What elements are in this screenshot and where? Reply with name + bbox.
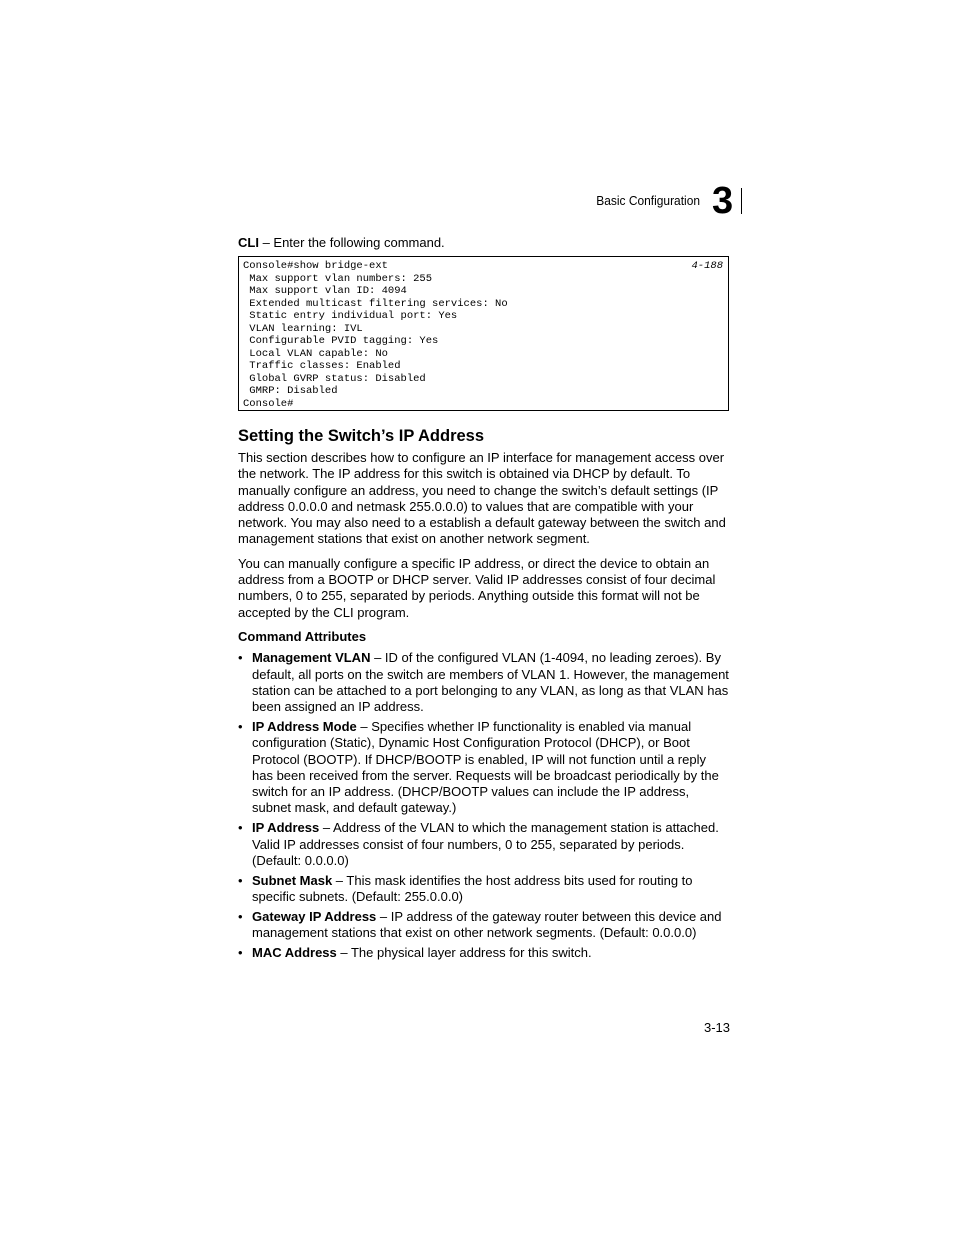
code-line: VLAN learning: IVL	[243, 322, 363, 335]
code-line: Traffic classes: Enabled	[243, 360, 401, 372]
chapter-number: 3	[712, 180, 733, 222]
bullet: •	[238, 820, 243, 836]
code-line: Extended multicast filtering services: No	[243, 297, 508, 310]
code-lines	[243, 260, 508, 410]
bullet: •	[238, 944, 243, 960]
attribute-term: MAC Address	[252, 944, 337, 960]
page-number: 3-13	[703, 1020, 730, 1035]
list-item	[238, 945, 730, 961]
code-line: Console#	[243, 397, 294, 410]
bullet: •	[238, 872, 243, 888]
section-body	[238, 450, 730, 965]
code-line: Max support vlan ID: 4094	[243, 285, 407, 297]
bullet: •	[238, 718, 243, 734]
code-line: Console#show bridge-ext	[243, 260, 388, 272]
code-line: Static entry individual port: Yes	[243, 310, 458, 322]
cli-intro	[238, 235, 445, 250]
running-header-title: Basic Configuration	[596, 193, 700, 208]
list-item	[238, 873, 730, 906]
list-item	[238, 719, 730, 817]
list-item	[238, 909, 730, 942]
cli-label: CLI	[238, 235, 259, 250]
code-line: Configurable PVID tagging: Yes	[243, 335, 439, 347]
attributes-list	[238, 650, 730, 961]
attribute-description: – The physical layer address for this switch.	[336, 944, 592, 960]
code-line: Local VLAN capable: No	[243, 347, 388, 360]
list-item	[238, 650, 730, 715]
attribute-description: – Specifies whether IP functionality is enabled via manual configuration (Static), Dynamic Host Configuration Protocol (DHCP), or Boot Protocol (BOOTP). If DHCP/BOOTP is enabled, IP will not function until a reply has been received from the server. Requests will be broadcast periodically by the switch for an IP address. (DHCP/BOOTP values can include the IP address, subnet mask, and default gateway.)	[252, 718, 719, 816]
attribute-term: Gateway IP Address	[252, 908, 377, 924]
bullet: •	[238, 650, 243, 666]
attribute-term: IP Address Mode	[252, 718, 357, 734]
code-line: Max support vlan numbers: 255	[243, 272, 433, 285]
body-paragraph: This section describes how to configure an IP interface for management access over the network. The IP address for this switch is obtained via DHCP by default. To manually configure an address, you need to change the switch’s default settings (IP address 0.0.0.0 and netmask 255.0.0.0) to values that are compatible with your network. You may also need to a establish a default gateway between the switch and management stations that exist on another network segment.	[238, 450, 726, 547]
attribute-description: – This mask identifies the host address bits used for routing to specific subnets. (Default: 255.0.0.0)	[252, 872, 693, 904]
cli-intro-text: – Enter the following command.	[258, 235, 445, 250]
code-line: GMRP: Disabled	[243, 385, 338, 397]
chapter-divider	[741, 188, 742, 214]
code-block	[238, 256, 729, 411]
attribute-description: – Address of the VLAN to which the management station is attached. Valid IP addresses consist of four numbers, 0 to 255, separated by periods. (Default: 0.0.0.0)	[252, 820, 719, 868]
list-item	[238, 820, 730, 869]
code-line: Global GVRP status: Disabled	[243, 372, 426, 385]
attribute-description: – IP address of the gateway router between this device and management stations that exist on other network segments. (Default: 0.0.0.0)	[252, 908, 722, 941]
body-paragraph: You can manually configure a specific IP address, or direct the device to obtain an address from a BOOTP or DHCP server. Valid IP addresses consist of four decimal numbers, 0 to 255, separated by periods. Anything outside this format will not be accepted by the CLI program.	[238, 555, 716, 620]
bullet: •	[238, 908, 243, 924]
section-title: Setting the Switch’s IP Address	[238, 427, 485, 445]
attribute-term: Subnet Mask	[252, 872, 333, 888]
code-page-reference: 4-188	[691, 260, 723, 272]
attributes-heading: Command Attributes	[238, 628, 367, 644]
attribute-term: Management VLAN	[252, 650, 371, 666]
attribute-term: IP Address	[252, 820, 320, 836]
attribute-description: – ID of the configured VLAN (1-4094, no leading zeroes). By default, all ports on the switch are members of VLAN 1. However, the management station can be attached to a port belonging to any VLAN, as long as that VLAN has been assigned an IP address.	[252, 650, 729, 715]
